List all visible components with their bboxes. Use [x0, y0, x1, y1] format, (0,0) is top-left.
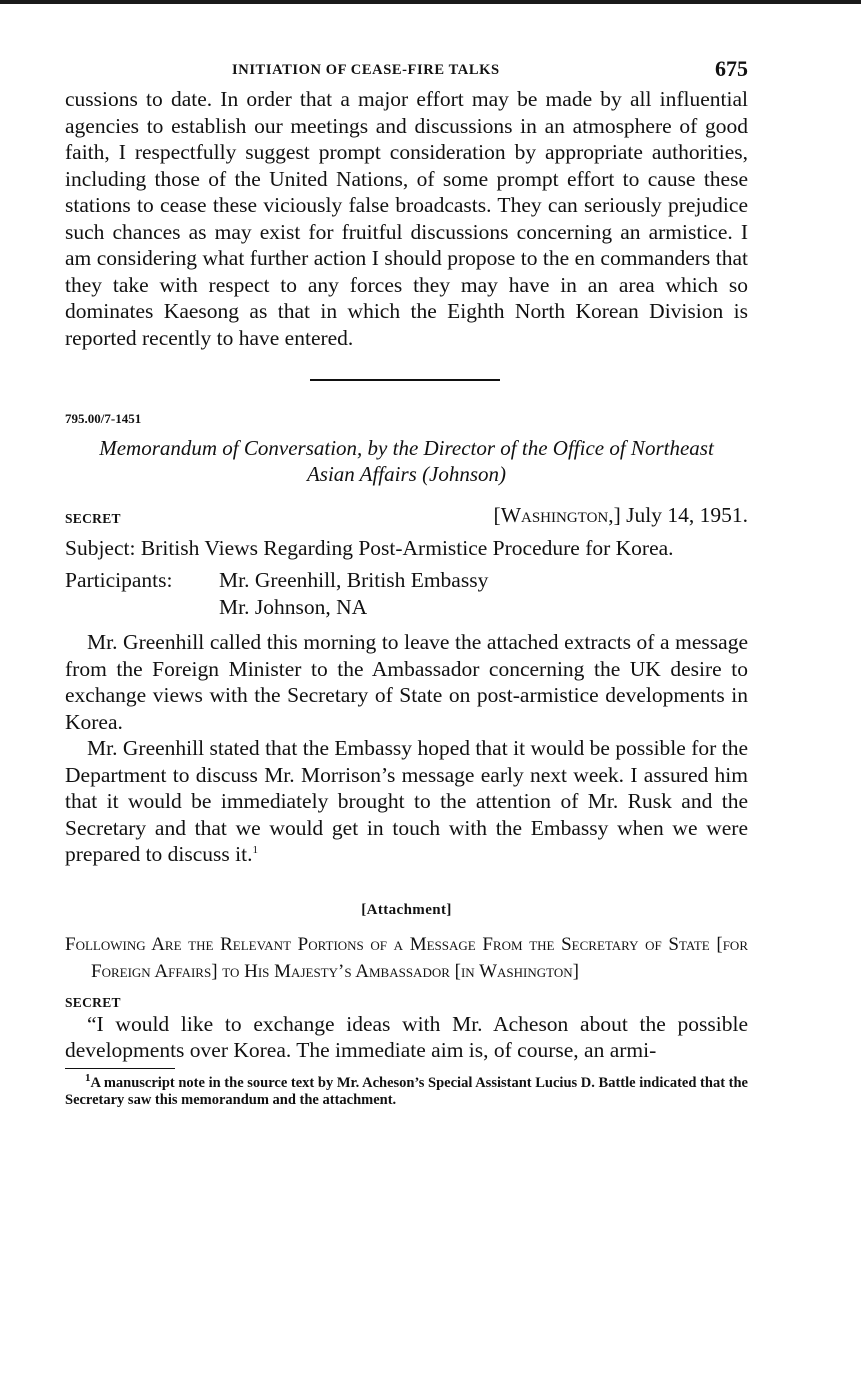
memo-paragraph-2 — [65, 735, 748, 868]
attachment-title: Following Are the Relevant Portions of a Message From the Secretary of State [for Foreign Affairs] to His Majesty’s Ambassador [in Washington] — [65, 933, 748, 982]
participants-block — [65, 567, 748, 621]
page-number: 675 — [715, 56, 748, 81]
classification-label: SECRET — [65, 511, 121, 526]
attachment-classification: SECRET — [65, 994, 121, 1010]
memo-paragraph-2-text: Mr. Greenhill stated that the Embassy hoped that it would be possible for the Department to discuss Mr. Morrison’s message early next week. I assured him that it would be immediately brought to the attention of Mr. Rusk and the Secretary and that we would get in touch with the Embassy when we were prepared to discuss it. — [65, 736, 748, 866]
dateline — [494, 503, 748, 528]
attachment-paragraph-1: “I would like to exchange ideas with Mr. Acheson about the possible developments over Korea. The immediate aim is, of course, an armi- — [65, 1011, 748, 1062]
file-number: 795.00/7-1451 — [65, 411, 142, 426]
participant-item: Mr. Johnson, NA — [219, 595, 368, 619]
footnote-text: A manuscript note in the source text by Mr. Acheson’s Special Assistant Lucius D. Battle indicated that the Secretary saw this memorandum and the attachment. — [65, 1074, 748, 1108]
dateline-place: Washington — [500, 503, 609, 527]
section-divider — [310, 379, 500, 381]
participants-list — [219, 567, 488, 621]
classification-dateline — [65, 503, 748, 531]
footnote-reference: 1 — [252, 843, 258, 856]
dateline-open-bracket: [ — [493, 503, 501, 527]
subject-line — [65, 535, 748, 561]
page-header — [65, 56, 748, 86]
participant-item: Mr. Greenhill, British Embassy — [219, 568, 489, 592]
footnote-rule — [65, 1068, 175, 1069]
participants-label: Participants: — [65, 568, 173, 592]
running-title: INITIATION OF CEASE-FIRE TALKS — [232, 62, 500, 78]
continuation-paragraph: cussions to date. In order that a major effort may be made by all influential agencies to establish our meetings and discussions in an atmosphere of good faith, I respectfully suggest prompt consideration by appropriate authorities, including those of the United Nations, of some prompt effort to cause these stations to cease these viciously false broadcasts. They can seriously prejudice such chances as may exist for fruitful discussions concerning an armistice. I am considering what further action I should propose to the en commanders that they take with respect to any forces they may have in an area which so dominates Kaesong as that in which the Eighth North Korean Division is reported recently to have entered. — [65, 87, 748, 350]
attachment-heading: [Attachment] — [361, 901, 452, 918]
subject-label: Subject: — [65, 536, 136, 560]
memo-paragraph-1: Mr. Greenhill called this morning to leave the attached extracts of a message from the Foreign Minister to the Ambassador concerning the UK desire to exchange views with the Secretary of State on post-armistice developments in Korea. — [65, 630, 748, 734]
dateline-date: ,] July 14, 1951. — [608, 503, 748, 527]
footnote — [65, 1071, 748, 1109]
footnote-marker: 1 — [85, 1071, 91, 1084]
page-top-border — [0, 0, 861, 4]
memo-title: Memorandum of Conversation, by the Director of the Office of Northeast Asian Affairs (Johnson) — [99, 436, 714, 486]
document-page — [65, 56, 748, 1109]
subject-text: British Views Regarding Post-Armistice Procedure for Korea. — [140, 536, 674, 560]
